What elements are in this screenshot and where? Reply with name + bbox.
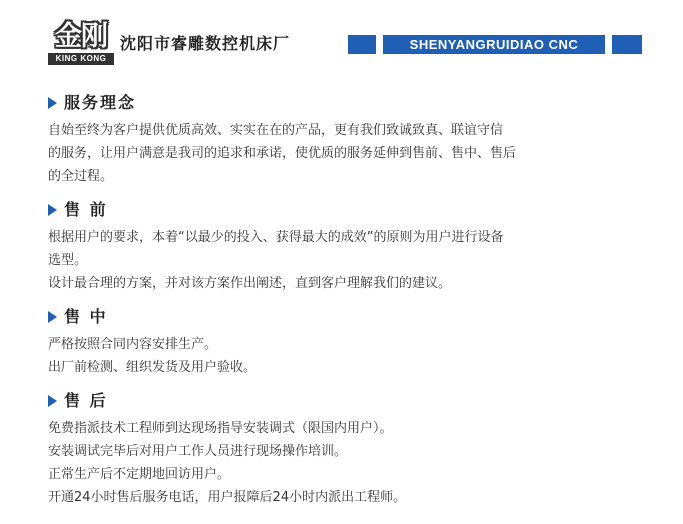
body-line: 根据用户的要求，本着“以最少的投入、获得最大的成效”的原则为用户进行设备 bbox=[48, 230, 504, 245]
section-body-after-sale bbox=[48, 417, 648, 509]
kingkong-logo bbox=[48, 22, 114, 66]
body-line: 设计最合理的方案，并对该方案作出阐述，直到客户理解我们的建议。 bbox=[48, 276, 452, 291]
triangle-bullet-icon bbox=[48, 311, 57, 323]
section-body-service-concept bbox=[48, 119, 648, 188]
section-title-text: 售 后 bbox=[64, 391, 108, 410]
section-title-text: 售 中 bbox=[64, 307, 108, 326]
logo-main-text: 金刚 bbox=[55, 21, 107, 52]
section-title-text: 售 前 bbox=[64, 200, 108, 219]
section-title-service-concept bbox=[48, 92, 136, 114]
body-line: 严格按照合同内容安排生产。 bbox=[48, 337, 218, 352]
logo-sub-text: KING KONG bbox=[48, 53, 114, 65]
body-line: 出厂前检测、组织发货及用户验收。 bbox=[48, 360, 257, 375]
triangle-bullet-icon bbox=[48, 395, 57, 407]
section-body-in-sale bbox=[48, 333, 648, 379]
header bbox=[0, 0, 683, 80]
body-line: 安装调试完毕后对用户工作人员进行现场操作培训。 bbox=[48, 444, 348, 459]
triangle-bullet-icon bbox=[48, 97, 57, 109]
body-line: 开通24小时售后服务电话，用户报障后24小时内派出工程师。 bbox=[48, 490, 407, 505]
banner-text: SHENYANGRUIDIAO CNC bbox=[383, 35, 605, 54]
body-line: 免费指派技术工程师到达现场指导安装调式（限国内用户）。 bbox=[48, 421, 393, 436]
section-title-pre-sale bbox=[48, 199, 108, 221]
banner-block-right bbox=[612, 35, 642, 54]
banner-block-left bbox=[348, 35, 376, 54]
section-title-after-sale bbox=[48, 390, 108, 412]
body-line: 选型。 bbox=[48, 253, 88, 268]
section-title-text: 服务理念 bbox=[64, 93, 137, 112]
section-body-pre-sale bbox=[48, 226, 648, 295]
section-title-in-sale bbox=[48, 306, 108, 328]
body-line: 的全过程。 bbox=[48, 169, 114, 184]
company-name: 沈阳市睿雕数控机床厂 bbox=[120, 34, 291, 53]
triangle-bullet-icon bbox=[48, 204, 57, 216]
body-line: 正常生产后不定期地回访用户。 bbox=[48, 467, 231, 482]
body-line: 的服务，让用户满意是我司的追求和承诺，使优质的服务延伸到售前、售中、售后 bbox=[48, 146, 517, 161]
body-line: 自始至终为客户提供优质高效、实实在在的产品，更有我们致诚致真、联谊守信 bbox=[48, 123, 504, 138]
